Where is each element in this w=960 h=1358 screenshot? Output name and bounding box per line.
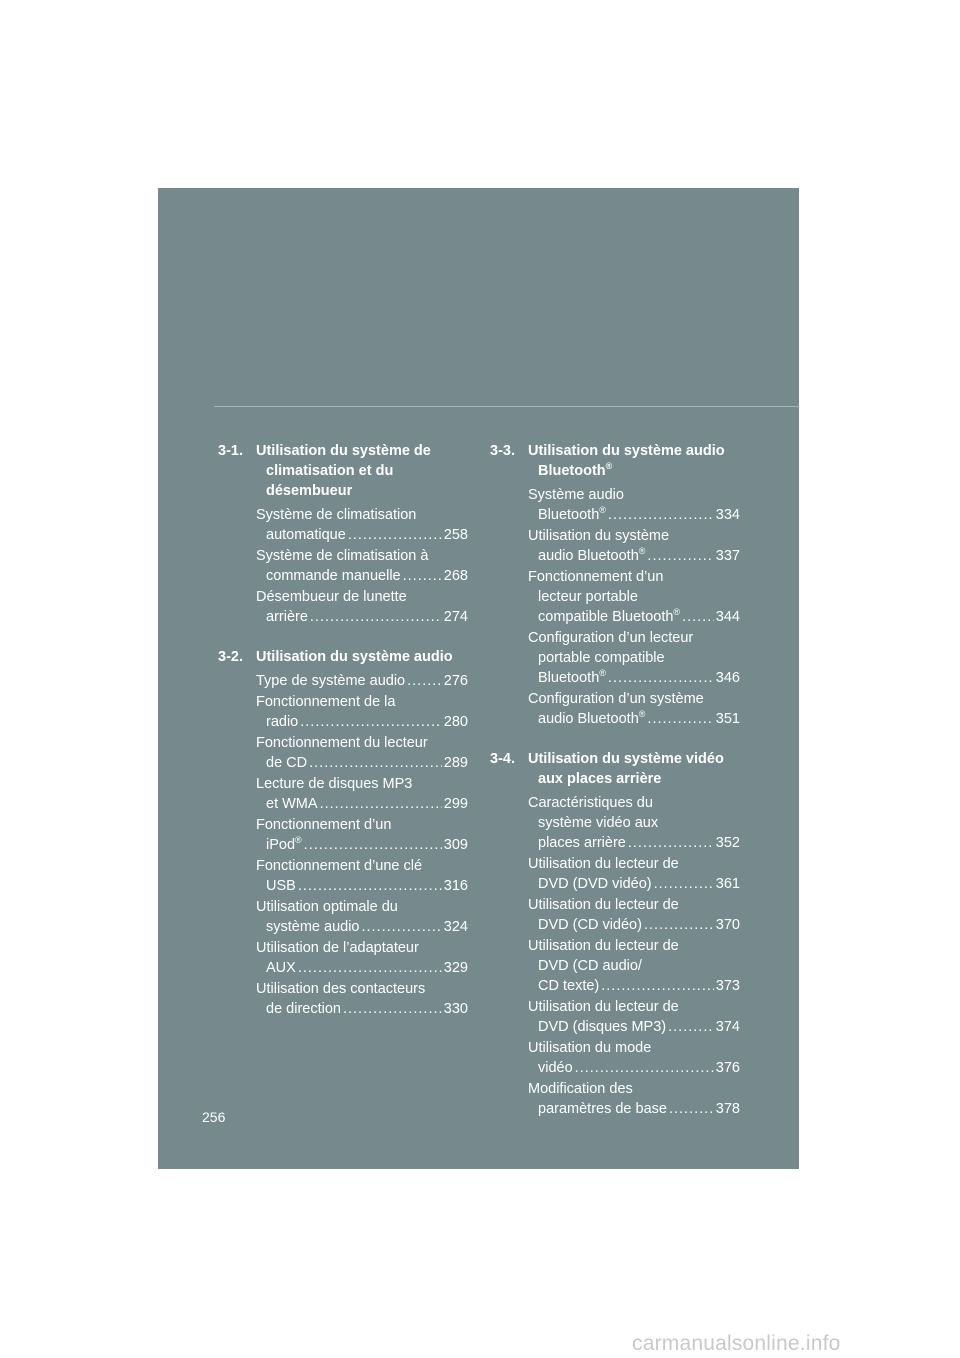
registered-mark: ® [638,546,646,556]
section-number: 3-3. [490,443,515,459]
entry-title-line2: de CD [266,755,308,771]
entry-title-line1: Utilisation du lecteur de [528,999,679,1015]
entry-title-line2: DVD (CD vidéo) [538,917,642,933]
entry-title-line2: commande manuelle [266,568,401,584]
toc-entry[interactable] [256,733,468,773]
dot-leader [310,607,442,627]
dot-leader [644,915,714,935]
toc-entry[interactable] [528,997,740,1037]
entry-title-line1: Modification des [528,1081,633,1097]
toc-entry[interactable] [256,505,468,545]
toc-section-3-4 [490,749,740,1119]
page-number: 256 [202,1109,226,1125]
toc-entry[interactable] [256,897,468,937]
entry-title-line2: AUX [266,960,296,976]
registered-mark: ® [638,709,646,719]
entry-title-line2: de direction [266,1001,341,1017]
registered-mark: ® [599,668,606,678]
toc-entry[interactable] [256,692,468,732]
entry-title-line2: DVD (CD audio/ [538,958,642,974]
dot-leader [300,712,442,732]
section-title: Utilisation du système audio [256,649,453,665]
dot-leader [608,505,714,525]
header-divider [214,406,799,407]
entry-page: 289 [443,755,468,771]
entry-title-line1: Type de système audio [256,673,406,689]
toc-section-3-1 [218,441,468,627]
entry-title-line1: Configuration d’un lecteur [528,630,694,646]
entry-title-line2: portable compatible [538,650,665,666]
toc-section-3-3 [490,441,740,729]
entry-page: 280 [443,714,468,730]
dot-leader [320,794,442,814]
entry-title-line2: audio Bluetooth [538,711,639,727]
dot-leader [343,999,442,1019]
dot-leader [628,833,714,853]
entry-title-line2: et WMA [266,796,318,812]
dot-leader [298,876,442,896]
entry-title-line2: vidéo [538,1060,573,1076]
toc-entry[interactable] [256,774,468,814]
entry-page: 352 [715,835,740,851]
entry-page: 376 [715,1060,740,1076]
dot-leader [575,1058,714,1078]
entry-title-line1: Utilisation des contacteurs [256,981,426,997]
entry-title-line3: CD texte) [538,978,600,994]
entry-page: 258 [443,527,468,543]
entry-title-line2: lecteur portable [538,589,638,605]
entry-page: 346 [715,670,740,686]
dot-leader [601,976,714,996]
entry-title-line1: Système audio [528,487,624,503]
entry-title-line1: Fonctionnement du lecteur [256,735,428,751]
toc-entry[interactable] [528,936,740,996]
entry-title-line3: places arrière [538,835,626,851]
entry-page: 361 [715,876,740,892]
toc-entry[interactable] [528,854,740,894]
entry-page: 351 [715,711,740,727]
dot-leader [647,709,713,729]
entry-title-line2: DVD (disques MP3) [538,1019,667,1035]
entry-title-line1: Fonctionnement d’un [528,569,664,585]
entry-title-line1: Utilisation du lecteur de [528,938,679,954]
dot-leader [298,958,442,978]
entry-page: 268 [443,568,468,584]
entry-title-line2: automatique [266,527,346,543]
entry-page: 330 [443,1001,468,1017]
toc-entry[interactable] [256,587,468,627]
section-title: Utilisation du système audio Bluetooth® [528,443,725,479]
registered-mark: ® [673,607,681,617]
dot-leader [647,546,713,566]
watermark: carmanualsonline.info [632,1332,841,1355]
dot-leader [309,753,442,773]
entry-title-line2: arrière [266,609,308,625]
entry-title-line2: système audio [266,919,360,935]
entry-title-line1: Utilisation du système [528,528,670,544]
entry-title-line1: Fonctionnement d’une clé [256,858,423,874]
entry-page: 334 [715,507,740,523]
registered-mark: ® [605,461,613,471]
entry-title-line1: Lecture de disques MP3 [256,776,413,792]
entry-title-line2: DVD (DVD vidéo) [538,876,652,892]
entry-page: 324 [443,919,468,935]
toc-entry[interactable] [528,895,740,935]
dot-leader [348,525,442,545]
entry-title-line2: Bluetooth [538,507,600,523]
entry-title-line2: iPod [266,837,296,853]
section-title: Utilisation du système de climatisation et du désembueur [256,443,431,499]
entry-title-line1: Fonctionnement de la [256,694,396,710]
entry-title-line1: Configuration d’un système [528,691,704,707]
dot-leader [403,566,442,586]
entry-title-line2: audio Bluetooth [538,548,639,564]
entry-title-line1: Utilisation optimale du [256,899,398,915]
entry-page: 344 [715,609,740,625]
dot-leader [668,1017,714,1037]
entry-title-line1: Désembueur de lunette [256,589,407,605]
toc-entry[interactable] [528,793,740,853]
registered-mark: ® [599,505,606,515]
dot-leader [669,1099,714,1119]
entry-page: 274 [443,609,468,625]
entry-title-line2: radio [266,714,299,730]
toc-entry[interactable] [528,526,740,566]
registered-mark: ® [295,835,302,845]
entry-page: 316 [443,878,468,894]
toc-entry[interactable] [256,815,468,855]
toc-entry[interactable] [528,628,740,688]
entry-title-line1: Utilisation du lecteur de [528,897,679,913]
entry-title-line2: USB [266,878,296,894]
toc-column-right [490,441,740,1139]
toc-entry[interactable] [528,485,740,525]
entry-page: 370 [715,917,740,933]
entry-title-line3: compatible Bluetooth [538,609,674,625]
entry-title-line1: Utilisation de l’adaptateur [256,940,419,956]
entry-page: 374 [715,1019,740,1035]
section-number: 3-2. [218,649,243,665]
toc-entry[interactable] [256,938,468,978]
toc-entry[interactable] [256,979,468,1019]
entry-page: 299 [443,796,468,812]
toc-entry[interactable] [256,671,468,691]
entry-title-line2: paramètres de base [538,1101,667,1117]
entry-page: 309 [443,837,468,853]
toc-entry[interactable] [256,856,468,896]
dot-leader [407,671,442,691]
section-number: 3-4. [490,751,515,767]
entry-page: 373 [715,978,740,994]
toc-entry[interactable] [528,689,740,729]
toc-section-3-2 [218,647,468,1019]
entry-title-line1: Caractéristiques du [528,795,653,811]
toc-entry[interactable] [528,1038,740,1078]
entry-page: 276 [443,673,468,689]
entry-title-line1: Utilisation du mode [528,1040,652,1056]
section-title: Utilisation du système vidéo aux places arrière [528,751,724,787]
dot-leader [682,607,714,627]
toc-entry[interactable] [256,546,468,586]
toc-entry[interactable] [528,1079,740,1119]
entry-page: 378 [715,1101,740,1117]
dot-leader [304,835,442,855]
toc-entry[interactable] [528,567,740,627]
dot-leader [608,668,714,688]
dot-leader [654,874,714,894]
entry-title-line1: Fonctionnement d’un [256,817,392,833]
entry-page: 337 [715,548,740,564]
entry-title-line3: Bluetooth [538,670,600,686]
entry-title-line2: système vidéo aux [538,815,659,831]
dot-leader [362,917,442,937]
toc-column-left [218,441,468,1039]
entry-title-line1: Utilisation du lecteur de [528,856,679,872]
entry-title-line1: Système de climatisation à [256,548,429,564]
entry-title-line1: Système de climatisation [256,507,417,523]
section-number: 3-1. [218,443,243,459]
entry-page: 329 [443,960,468,976]
